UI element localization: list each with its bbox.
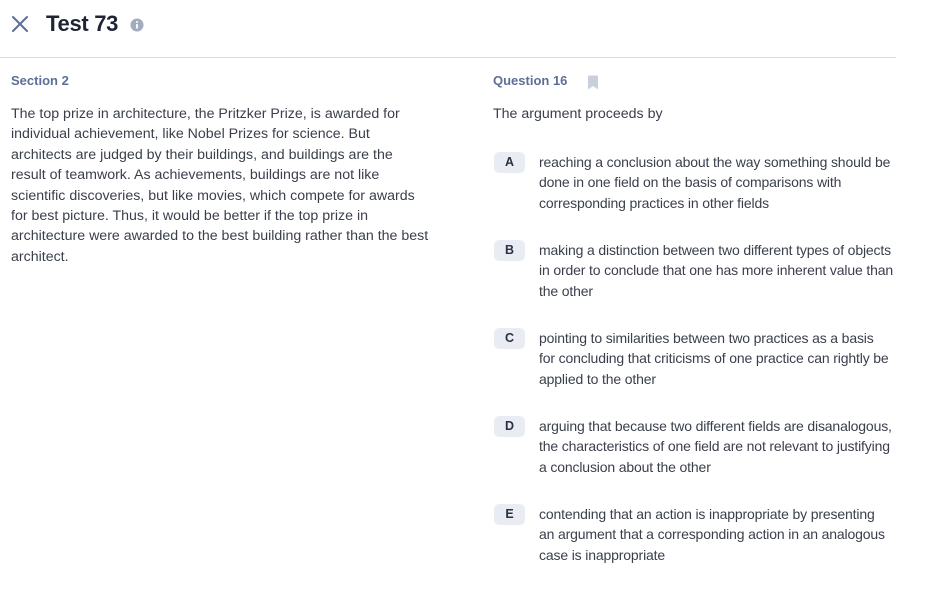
- section-label: Section 2: [11, 73, 69, 88]
- choice-text: arguing that because two different fields are disanalogous, the characteristics of one field are not relevant to justifying a conclusion about the other: [539, 418, 892, 475]
- answer-choices: [494, 152, 894, 592]
- question-stem: The argument proceeds by: [493, 106, 663, 122]
- answer-choice-d[interactable]: [494, 416, 894, 504]
- choice-letter-badge: C: [494, 328, 525, 349]
- page-title: Test 73: [46, 11, 119, 36]
- bookmark-icon[interactable]: [587, 75, 599, 90]
- answer-choice-a[interactable]: [494, 152, 894, 240]
- passage-text: The top prize in architecture, the Pritzker Prize, is awarded for individual achievement, like Nobel Prizes for science. But architects are judged by their buildings, and buildings are the result of teamwork. As achievements, buildings are not like scientific discoveries, but like movies, which compete for awards for best picture. Thus, it would be better if the top prize in architecture were awarded to the best building rather than the best architect.: [11, 106, 429, 265]
- question-label: Question 16: [493, 73, 568, 88]
- choice-letter-badge: D: [494, 416, 525, 437]
- choice-text: contending that an action is inappropriate by presenting an argument that a corresponding action in an analogous case is inappropriate: [539, 506, 885, 563]
- answer-choice-e[interactable]: [494, 504, 894, 592]
- header-bar: [0, 0, 896, 58]
- choice-letter-badge: B: [494, 240, 525, 261]
- choice-text: reaching a conclusion about the way something should be done in one field on the basis of comparisons with corresponding practices in other fields: [539, 154, 891, 211]
- choice-text: pointing to similarities between two practices as a basis for concluding that criticisms of one practice can rightly be applied to the other: [539, 330, 889, 387]
- close-icon[interactable]: [9, 13, 31, 35]
- answer-choice-b[interactable]: [494, 240, 894, 328]
- info-icon[interactable]: [130, 18, 144, 32]
- choice-letter-badge: E: [494, 504, 525, 525]
- answer-choice-c[interactable]: [494, 328, 894, 416]
- choice-text: making a distinction between two different types of objects in order to conclude that one has more inherent value than the other: [539, 242, 893, 299]
- choice-letter-badge: A: [494, 152, 525, 173]
